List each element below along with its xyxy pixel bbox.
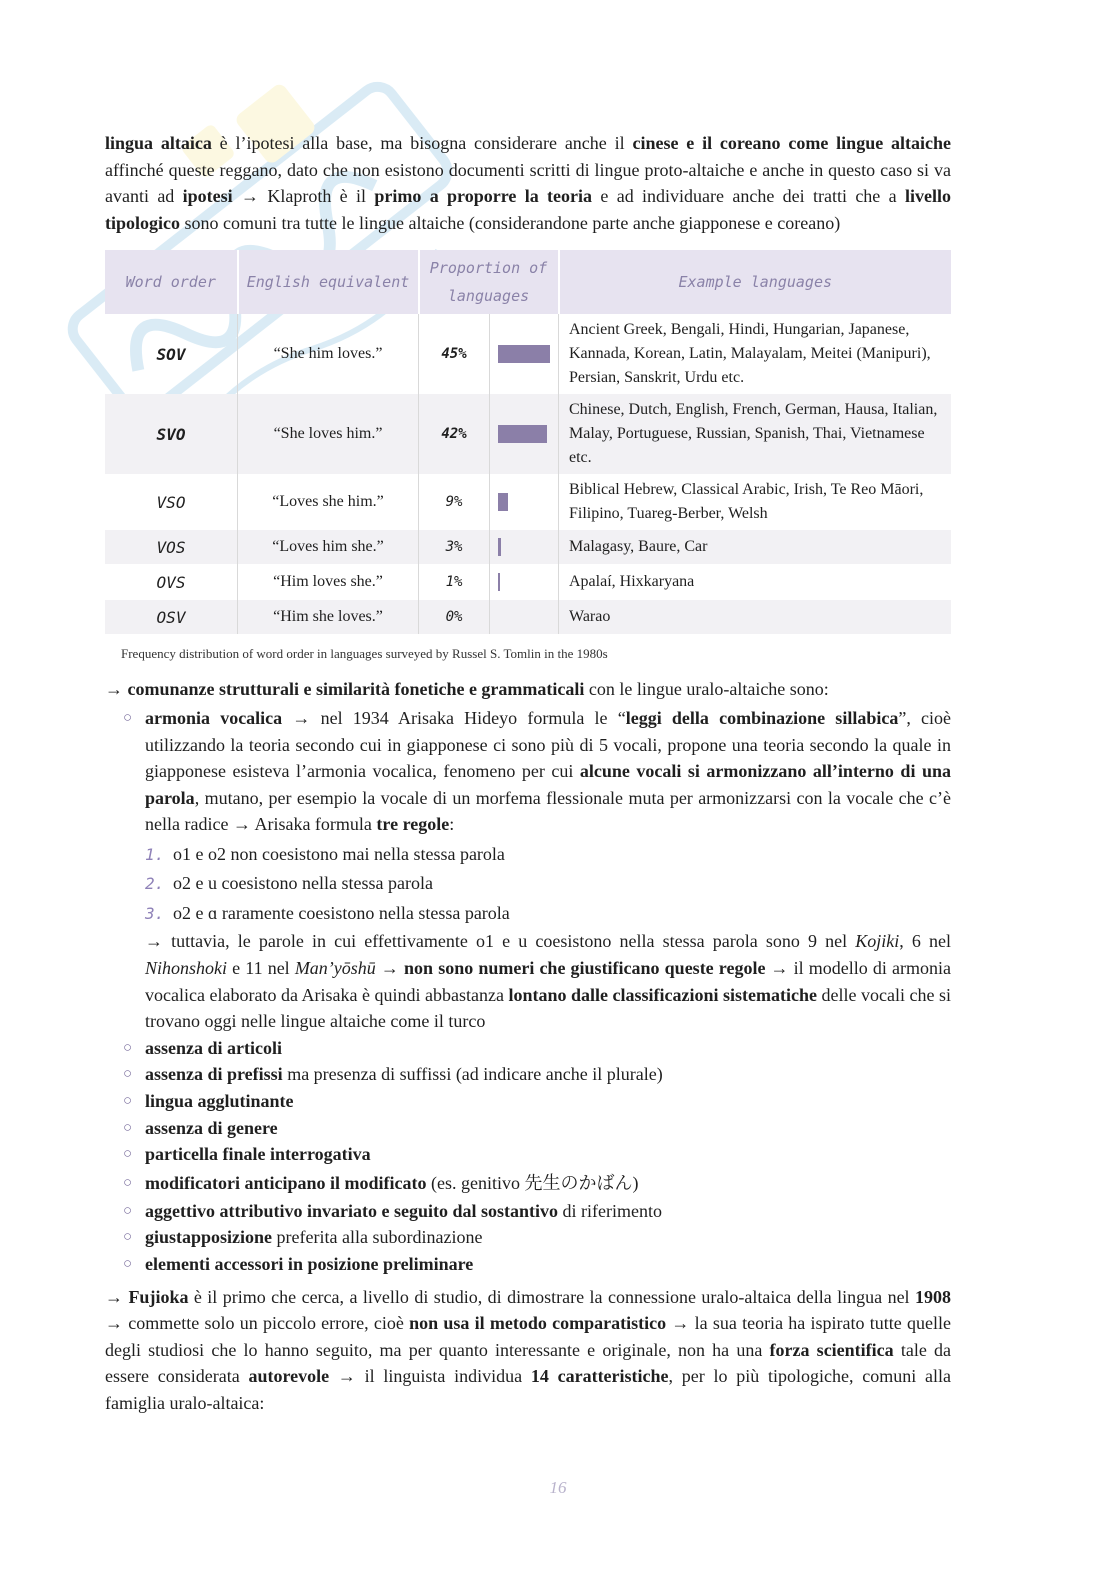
examples-cell: Biblical Hebrew, Classical Arabic, Irish, Te Reo Māori, Filipino, Tuareg-Berber, Welsh: [559, 474, 952, 530]
plain-text: è il primo che cerca, a livello di studio, di dimostrare la connessione uralo-altaica della lingua nel: [188, 1286, 915, 1307]
rule-number: 2.: [145, 874, 165, 894]
arrow-text: →: [105, 679, 128, 700]
bold-text: tre regole: [376, 814, 450, 835]
intro-text: sono comuni tra tutte le lingue altaiche (considerandone parte anche giapponese e coreano): [180, 212, 841, 233]
circle-bullet-icon: ○: [123, 1229, 133, 1246]
header-english: English equivalent: [238, 250, 419, 314]
word-order-cell: OSV: [105, 600, 238, 634]
table-row: [105, 394, 951, 474]
bar-cell: [490, 564, 559, 600]
table-header-row: [105, 250, 951, 314]
proportion-bar: [498, 573, 500, 591]
circle-bullet-icon: ○: [123, 1066, 133, 1083]
rule-text: o2 e ɑ raramente coesistono nella stessa parola: [173, 902, 510, 923]
table-row: [105, 600, 951, 634]
intro-text: è l’ipotesi alla base, ma bisogna considerare anche il: [211, 133, 633, 153]
bar-cell: [490, 600, 559, 634]
bold-text: lingua agglutinante: [145, 1091, 294, 1111]
list-item: [123, 1251, 951, 1278]
bold-text: leggi della combinazione sillabica: [625, 707, 899, 728]
table-row: [105, 564, 951, 600]
intro-bold: lingua altaica: [105, 133, 212, 153]
rules-list: [145, 840, 951, 929]
list-item: [123, 1198, 951, 1225]
circle-bullet-icon: ○: [123, 1255, 133, 1272]
plain-text: →: [375, 958, 405, 979]
header-proportion: Proportion of languages: [419, 250, 559, 314]
bold-text: 1908: [915, 1286, 951, 1307]
bar-cell: [490, 314, 559, 394]
rule-item: [145, 840, 951, 870]
plain-text: , 6 nel: [899, 931, 951, 952]
rule-text: o1 e o2 non coesistono mai nella stessa parola: [173, 843, 505, 864]
bold-text: assenza di articoli: [145, 1037, 282, 1058]
bold-text: aggettivo attributivo invariato e seguito dal sostantivo: [145, 1200, 558, 1221]
bar-cell: [490, 530, 559, 564]
intro-bold: ipotesi: [182, 186, 233, 207]
english-cell: “Loves she him.”: [238, 474, 419, 530]
bold-text: Fujioka: [128, 1286, 189, 1307]
circle-bullet-icon: ○: [123, 1146, 133, 1163]
circle-bullet-icon: ○: [123, 1119, 133, 1136]
intro-text: affinché queste reggano, dato che non esistono documenti scritti di lingue proto-altaiche e anche in questo caso si va avanti ad: [105, 159, 951, 207]
bold-text: non sono numeri che giustificano queste regole: [404, 958, 766, 979]
word-order-cell: VOS: [105, 530, 238, 564]
italic-title: Nihonshoki: [145, 958, 228, 979]
tuttavia-paragraph: [145, 928, 951, 1034]
examples-cell: Apalaí, Hixkaryana: [559, 564, 952, 600]
list-item: [123, 1224, 951, 1251]
table-row: [105, 314, 951, 394]
examples-cell: Warao: [559, 600, 952, 634]
plain-text: tale da essere considerata: [105, 1339, 951, 1387]
list-item: [123, 1061, 951, 1088]
percent-cell: 3%: [419, 530, 490, 564]
percent-cell: 1%: [419, 564, 490, 600]
percent-cell: 42%: [419, 394, 490, 474]
word-order-cell: SVO: [105, 394, 238, 474]
examples-cell: Chinese, Dutch, English, French, German, Hausa, Italian, Malay, Portuguese, Russian, Spanish, Thai, Vietnamese etc.: [559, 394, 952, 474]
header-word-order: Word order: [105, 250, 238, 314]
plain-text: , per lo più tipologiche, comuni alla famiglia uralo-altaica:: [105, 1366, 951, 1413]
bar-cell: [490, 394, 559, 474]
table-row: [105, 474, 951, 530]
word-order-cell: OVS: [156, 572, 186, 592]
bold-text: modificatori anticipano il modificato: [145, 1172, 427, 1193]
examples-cell: Ancient Greek, Bengali, Hindi, Hungarian, Japanese, Kannada, Korean, Latin, Malayalam, Meitei (Manipuri), Persian, Sanskrit, Urdu etc.: [559, 314, 952, 394]
proportion-bar: [498, 493, 508, 511]
bold-text: autorevole: [248, 1366, 330, 1387]
bold-text: forza scientifica: [769, 1339, 894, 1360]
common-features-intro: [105, 676, 951, 703]
english-cell: “She him loves.”: [238, 314, 419, 394]
plain-text: →: [105, 1286, 129, 1307]
plain-text: → commette solo un piccolo errore, cioè: [105, 1313, 410, 1334]
italic-title: Man’yōshū: [294, 958, 376, 979]
intro-text: e ad individuare anche dei tratti che a: [592, 186, 905, 207]
word-order-cell: SOV: [156, 344, 186, 364]
percent-cell: 45%: [419, 314, 490, 394]
percent-cell: 0%: [419, 600, 490, 634]
word-order-table: [105, 250, 951, 634]
plain-text: ma presenza di suffissi (ad indicare anche il plurale): [282, 1064, 663, 1085]
list-item: [123, 1035, 951, 1062]
page-number: 16: [549, 1478, 567, 1497]
plain-text: → tuttavia, le parole in cui effettivamente o1 e u coesistono nella stessa parola sono 9 nel: [145, 931, 856, 952]
rule-item: [145, 899, 951, 929]
bold-text: alcune vocali si armonizzano all’interno di una parola: [145, 761, 951, 808]
bold-text: particella finale interrogativa: [145, 1144, 371, 1165]
bar-cell: [490, 474, 559, 530]
intro-bold: primo a proporre la teoria: [374, 186, 593, 207]
circle-bullet-icon: ○: [123, 1174, 133, 1191]
rule-text: o2 e u coesistono nella stessa parola: [173, 873, 433, 894]
english-cell: “Him she loves.”: [238, 600, 419, 634]
bold-text: giustapposizione: [145, 1227, 273, 1248]
intro-bold: cinese e il coreano come lingue altaiche: [632, 133, 951, 153]
plain-text: preferita alla subordinazione: [272, 1227, 483, 1248]
examples-cell: Malagasy, Baure, Car: [559, 530, 952, 564]
plain-text: (es. genitivo 先生のかばん): [426, 1172, 639, 1193]
bold-text: elementi accessori in posizione preliminare: [145, 1253, 474, 1274]
bold-text: comunanze strutturali e similarità fonetiche e grammaticali: [127, 679, 585, 700]
proportion-bar: [498, 538, 501, 556]
plain-text: con le lingue uralo-altaiche sono:: [584, 679, 829, 700]
italic-title: Kojiki: [855, 931, 900, 952]
header-examples: Example languages: [559, 250, 952, 314]
english-cell: “She loves him.”: [238, 394, 419, 474]
plain-text: → nel 1934 Arisaka Hideyo formula le “: [282, 707, 626, 728]
english-cell: “Him loves she.”: [238, 564, 419, 600]
bold-text: assenza di genere: [145, 1117, 278, 1138]
bold-text: non usa il metodo comparatistico: [409, 1313, 667, 1334]
bold-text: 14 caratteristiche: [530, 1366, 669, 1387]
circle-bullet-icon: ○: [123, 1202, 133, 1219]
plain-text: ”, cioè utilizzando la teoria secondo cui in giapponese ci sono più di 5 vocali, propone una teoria secondo la quale in giapponese esisteva l’armonia vocalica, fenomeno per cui: [145, 707, 951, 782]
list-item: [123, 1168, 951, 1198]
percent-cell: 9%: [419, 474, 490, 530]
english-cell: “Loves him she.”: [238, 530, 419, 564]
list-item: [123, 1141, 951, 1168]
table-caption: Frequency distribution of word order in languages surveyed by Russel S. Tomlin in the 1980s: [121, 646, 608, 662]
rule-item: [145, 869, 951, 899]
intro-bold: livello tipologico: [105, 186, 951, 233]
plain-text: → il linguista individua: [329, 1366, 531, 1387]
plain-text: :: [449, 814, 455, 835]
intro-paragraph: [105, 130, 951, 236]
plain-text: delle vocali che si trovano oggi nelle lingue altaiche come il turco: [145, 984, 951, 1032]
bold-text: assenza di prefissi: [145, 1064, 283, 1085]
circle-bullet-icon: ○: [123, 1093, 133, 1109]
plain-text: → il modello di armonia vocalica elaborato da Arisaka è quindi abbastanza: [145, 958, 952, 1005]
plain-text: e 11 nel: [227, 958, 295, 979]
rule-number: 1.: [145, 844, 165, 864]
page-content: [105, 130, 951, 1417]
intro-text: → Klaproth è il: [232, 186, 375, 207]
circle-bullet-icon: ○: [123, 1039, 133, 1056]
features-list: [105, 705, 951, 1278]
bold-text: lontano dalle classificazioni sistematiche: [508, 984, 817, 1005]
plain-text: , mutano, per esempio la vocale di un morfema flessionale muta per armonizzarsi con la vocale che c’è nella radice → Arisaka formula: [145, 787, 951, 835]
list-item-armonia: [123, 705, 952, 1035]
proportion-bar: [498, 345, 550, 363]
word-order-cell: VSO: [156, 492, 186, 512]
rule-number: 3.: [145, 903, 165, 923]
circle-bullet-icon: ○: [123, 709, 133, 726]
plain-text: → la sua teoria ha ispirato tutte quelle degli studiosi che lo hanno seguito, ma per quanto interessante e originale, non ha una: [105, 1313, 951, 1360]
list-item: [123, 1088, 951, 1115]
plain-text: di riferimento: [557, 1200, 662, 1221]
list-item: [123, 1115, 951, 1142]
table-row: [105, 530, 951, 564]
fujioka-paragraph: [105, 1284, 951, 1417]
bold-text: armonia vocalica: [145, 707, 283, 728]
proportion-bar: [498, 425, 547, 443]
